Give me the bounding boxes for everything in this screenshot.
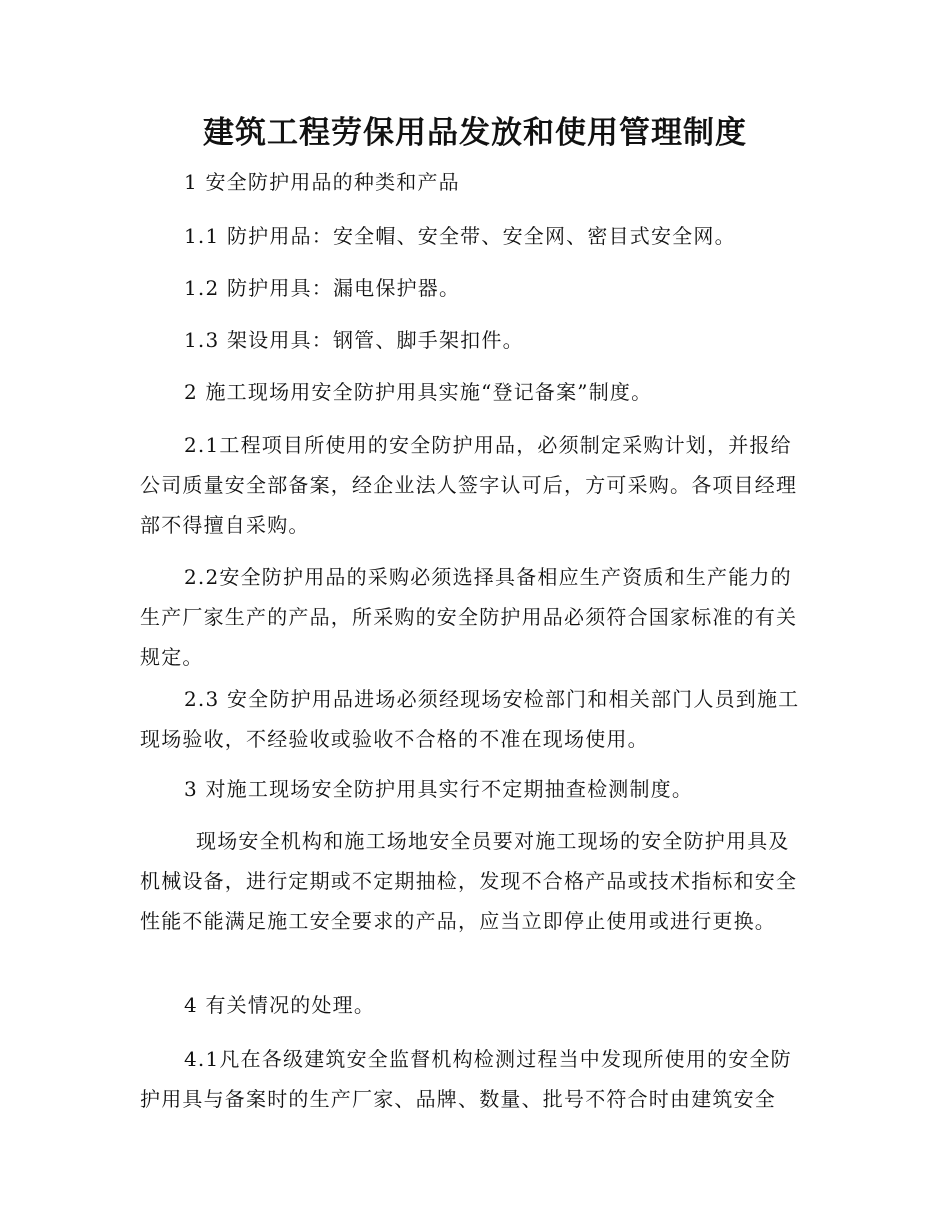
paragraph-1-2: 1.2 防护用具：漏电保护器。 bbox=[184, 276, 461, 300]
section-1-heading: 1 安全防护用品的种类和产品 bbox=[184, 170, 460, 194]
paragraph-2-1: 2.1工程项目所使用的安全防护用品，必须制定采购计划，并报给公司质量安全部备案，经企业法人签字认可后，方可采购。各项目经理部不得擅自采购。 bbox=[140, 433, 798, 537]
paragraph-3-body: 现场安全机构和施工场地安全员要对施工现场的安全防护用具及机械设备，进行定期或不定期抽检，发现不合格产品或技术指标和安全性能不能满足施工安全要求的产品，应当立即停止使用或进行更换。 bbox=[140, 829, 798, 933]
document-title: 建筑工程劳保用品发放和使用管理制度 bbox=[203, 115, 747, 151]
paragraph-4-1: 4.1凡在各级建筑安全监督机构检测过程当中发现所使用的安全防护用具与备案时的生产厂家、品牌、数量、批号不符合时由建筑安全 bbox=[140, 1047, 792, 1111]
paragraph-2-2: 2.2安全防护用品的采购必须选择具备相应生产资质和生产能力的生产厂家生产的产品，所采购的安全防护用品必须符合国家标准的有关规定。 bbox=[140, 565, 798, 669]
paragraph-1-3: 1.3 架设用具：钢管、脚手架扣件。 bbox=[184, 328, 524, 352]
section-3-heading: 3 对施工现场安全防护用具实行不定期抽查检测制度。 bbox=[184, 777, 694, 801]
paragraph-1-1: 1.1 防护用品：安全帽、安全带、安全网、密目式安全网。 bbox=[184, 224, 736, 248]
section-4-heading: 4 有关情况的处理。 bbox=[184, 993, 376, 1017]
section-2-heading: 2 施工现场用安全防护用具实施“登记备案”制度。 bbox=[184, 380, 653, 404]
paragraph-2-3: 2.3 安全防护用品进场必须经现场安检部门和相关部门人员到施工现场验收，不经验收或验收不合格的不准在现场使用。 bbox=[140, 687, 800, 751]
